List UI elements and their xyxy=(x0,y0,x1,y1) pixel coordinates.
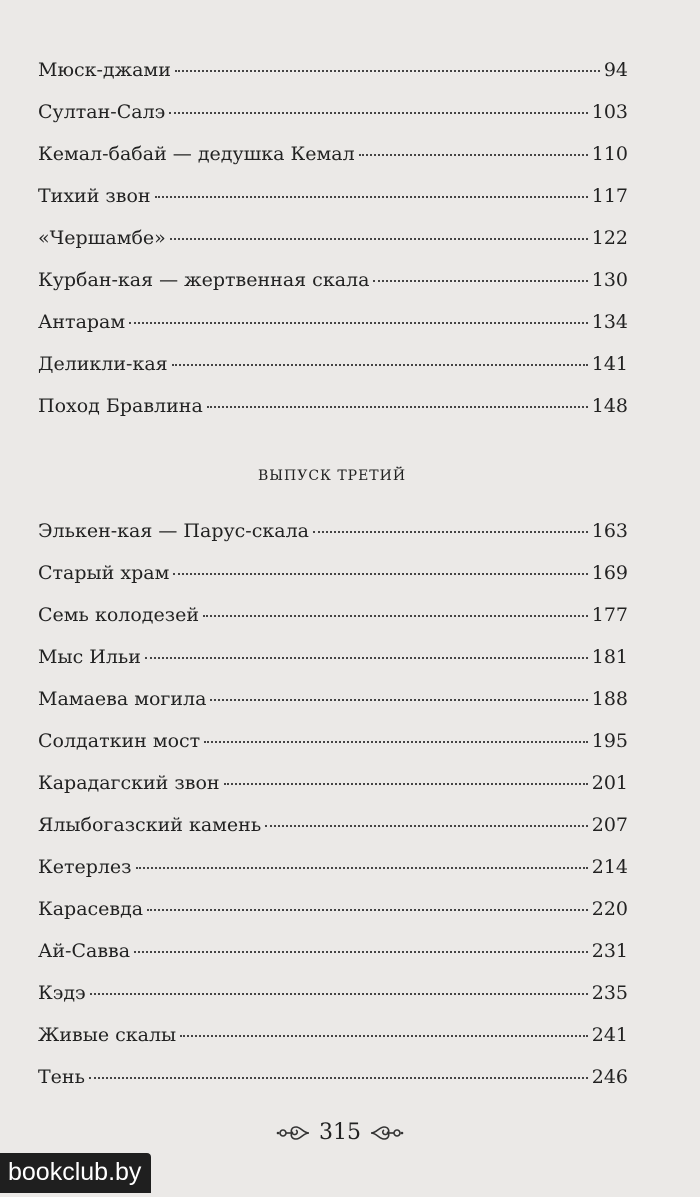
toc-entry-title: Старый храм xyxy=(38,562,170,584)
toc-entry-page: 188 xyxy=(591,688,628,710)
toc-entry-page: 220 xyxy=(591,898,628,920)
toc-entry-title: Мамаева могила xyxy=(38,688,207,710)
toc-entry-title: Деликли-кая xyxy=(38,353,168,375)
dot-leader xyxy=(224,783,588,785)
toc-entry[interactable] xyxy=(38,678,628,720)
dot-leader xyxy=(90,993,588,995)
dot-leader xyxy=(170,238,588,240)
toc-entry[interactable] xyxy=(38,510,628,552)
toc-entry[interactable] xyxy=(38,301,628,343)
toc-entry-page: 169 xyxy=(591,562,628,584)
toc-entry[interactable] xyxy=(38,594,628,636)
section-heading: ВЫПУСК ТРЕТИЙ xyxy=(257,468,407,484)
fleuron-left-icon xyxy=(275,1123,311,1143)
dot-leader xyxy=(169,112,587,114)
toc-entry-page: 130 xyxy=(591,269,628,291)
toc-entry-page: 148 xyxy=(591,395,628,417)
toc-entry[interactable] xyxy=(38,133,628,175)
toc-entry-page: 195 xyxy=(591,730,628,752)
toc-entry[interactable] xyxy=(38,1014,628,1056)
dot-leader xyxy=(265,825,588,827)
dot-leader xyxy=(180,1035,588,1037)
toc-entry-page: 231 xyxy=(591,940,628,962)
dot-leader xyxy=(136,867,588,869)
toc-entry-title: Ялыбогазский камень xyxy=(38,814,262,836)
fleuron-right-icon xyxy=(369,1123,405,1143)
toc-entry-title: Ай-Савва xyxy=(38,940,131,962)
toc-entry-page: 241 xyxy=(591,1024,628,1046)
dot-leader xyxy=(313,531,588,533)
toc-entry-page: 103 xyxy=(591,101,628,123)
toc-list-part-3 xyxy=(38,510,628,1098)
toc-entry-title: Мюск-джами xyxy=(38,59,171,81)
toc-entry[interactable] xyxy=(38,1056,628,1098)
toc-entry-title: Мыс Ильи xyxy=(38,646,141,668)
page-folio xyxy=(0,1120,690,1145)
toc-entry[interactable] xyxy=(38,636,628,678)
dot-leader xyxy=(210,699,587,701)
toc-entry-page: 207 xyxy=(591,814,628,836)
toc-entry[interactable] xyxy=(38,930,628,972)
toc-entry[interactable] xyxy=(38,343,628,385)
toc-entry[interactable] xyxy=(38,217,628,259)
toc-entry-title: Живые скалы xyxy=(38,1024,177,1046)
toc-entry[interactable] xyxy=(38,259,628,301)
toc-entry-title: Курбан-кая — жертвенная скала xyxy=(38,269,370,291)
toc-entry-page: 141 xyxy=(591,353,628,375)
toc-entry[interactable] xyxy=(38,720,628,762)
dot-leader xyxy=(155,196,588,198)
toc-entry-page: 163 xyxy=(591,520,628,542)
toc-entry-title: «Чершамбе» xyxy=(38,227,166,249)
toc-entry-title: Султан-Салэ xyxy=(38,101,166,123)
toc-entry[interactable] xyxy=(38,175,628,217)
toc-entry-title: Карасевда xyxy=(38,898,144,920)
toc-entry-page: 134 xyxy=(591,311,628,333)
dot-leader xyxy=(175,70,600,72)
toc-entry-page: 110 xyxy=(591,143,628,165)
toc-entry-title: Карадагский звон xyxy=(38,772,220,794)
toc-entry-title: Кемал-бабай — дедушка Кемал xyxy=(38,143,355,165)
dot-leader xyxy=(172,364,588,366)
toc-entry-page: 214 xyxy=(591,856,628,878)
toc-entry[interactable] xyxy=(38,972,628,1014)
site-watermark: bookclub.by xyxy=(0,1153,151,1193)
toc-entry-title: Антарам xyxy=(38,311,126,333)
toc-entry-page: 235 xyxy=(591,982,628,1004)
toc-entry-page: 177 xyxy=(591,604,628,626)
toc-entry-title: Семь колодезей xyxy=(38,604,199,626)
page-number: 315 xyxy=(319,1120,361,1145)
toc-entry-title: Элькен-кая — Парус-скала xyxy=(38,520,309,542)
toc-entry-page: 117 xyxy=(591,185,628,207)
toc-entry-title: Кетерлез xyxy=(38,856,132,878)
toc-entry-page: 94 xyxy=(603,59,628,81)
toc-list-part-1 xyxy=(38,49,628,427)
toc-entry-page: 181 xyxy=(591,646,628,668)
dot-leader xyxy=(204,741,588,743)
toc-entry[interactable] xyxy=(38,846,628,888)
dot-leader xyxy=(89,1077,588,1079)
toc-entry[interactable] xyxy=(38,385,628,427)
toc-entry[interactable] xyxy=(38,888,628,930)
toc-entry-page: 246 xyxy=(591,1066,628,1088)
dot-leader xyxy=(203,615,588,617)
dot-leader xyxy=(147,909,588,911)
toc-entry-title: Поход Бравлина xyxy=(38,395,203,417)
toc-entry[interactable] xyxy=(38,552,628,594)
dot-leader xyxy=(145,657,588,659)
toc-entry[interactable] xyxy=(38,91,628,133)
toc-entry[interactable] xyxy=(38,804,628,846)
toc-entry[interactable] xyxy=(38,762,628,804)
toc-entry[interactable] xyxy=(38,49,628,91)
toc-entry-title: Кэдэ xyxy=(38,982,86,1004)
dot-leader xyxy=(373,280,587,282)
toc-entry-title: Тихий звон xyxy=(38,185,151,207)
toc-entry-title: Тень xyxy=(38,1066,85,1088)
dot-leader xyxy=(129,322,588,324)
toc-entry-title: Солдаткин мост xyxy=(38,730,201,752)
toc-entry-page: 201 xyxy=(591,772,628,794)
toc-entry-page: 122 xyxy=(591,227,628,249)
dot-leader xyxy=(173,573,587,575)
dot-leader xyxy=(134,951,588,953)
dot-leader xyxy=(359,154,588,156)
dot-leader xyxy=(207,406,588,408)
